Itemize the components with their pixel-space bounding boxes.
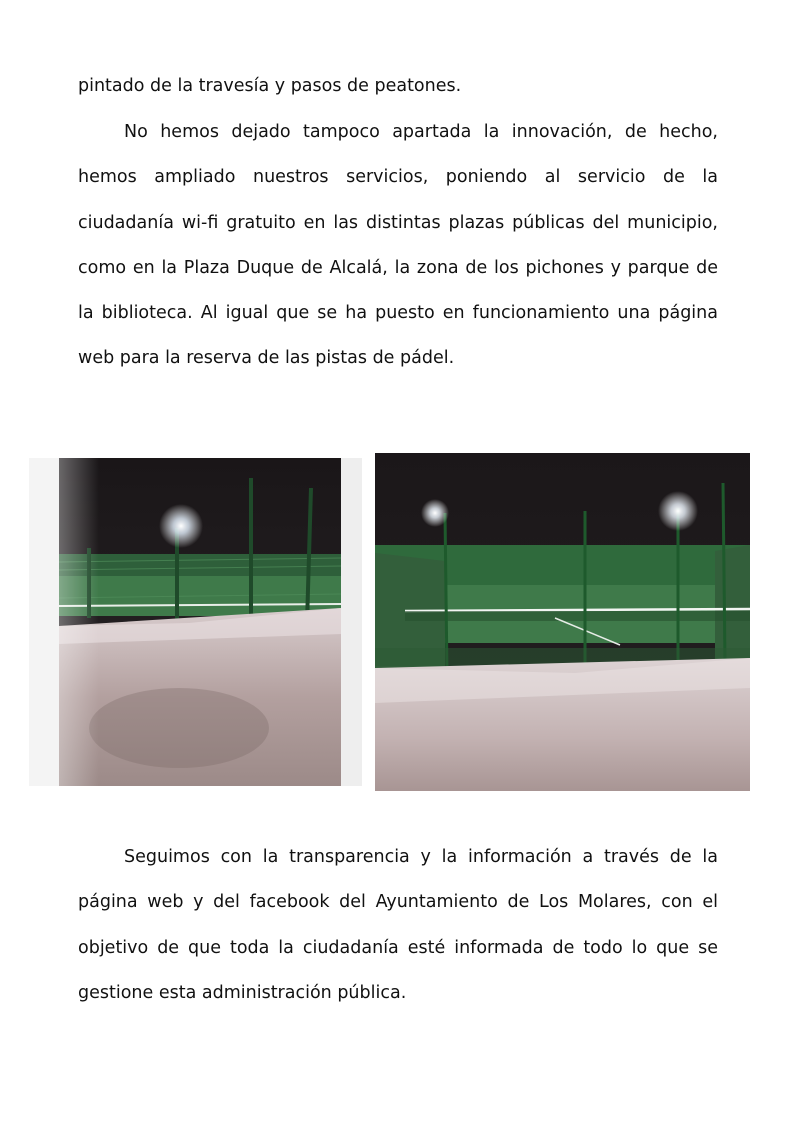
paragraph-innovation: No hemos dejado tampoco apartada la innovación, de hecho, hemos ampliado nuestros servicios, poniendo al servicio de la ciudadanía wi-fi gratuito en las distintas plazas públicas del municipio, como en la Plaza Duque de Alcalá, la zona de los pichones y parque de la biblioteca. Al igual que se ha puesto en funcionamiento una página web para la reserva de las pistas de pádel. — [78, 122, 718, 369]
paragraph-intro-continuation: pintado de la travesía y pasos de peatones. — [78, 76, 462, 96]
padel-court-photo-right — [375, 453, 750, 791]
padel-court-photo-left — [29, 458, 362, 786]
paragraph-transparency: Seguimos con la transparencia y la información a través de la página web y del facebook del Ayuntamiento de Los Molares, con el objetivo de que toda la ciudadanía esté informada de todo lo que se gestione esta administración pública. — [78, 847, 718, 1003]
